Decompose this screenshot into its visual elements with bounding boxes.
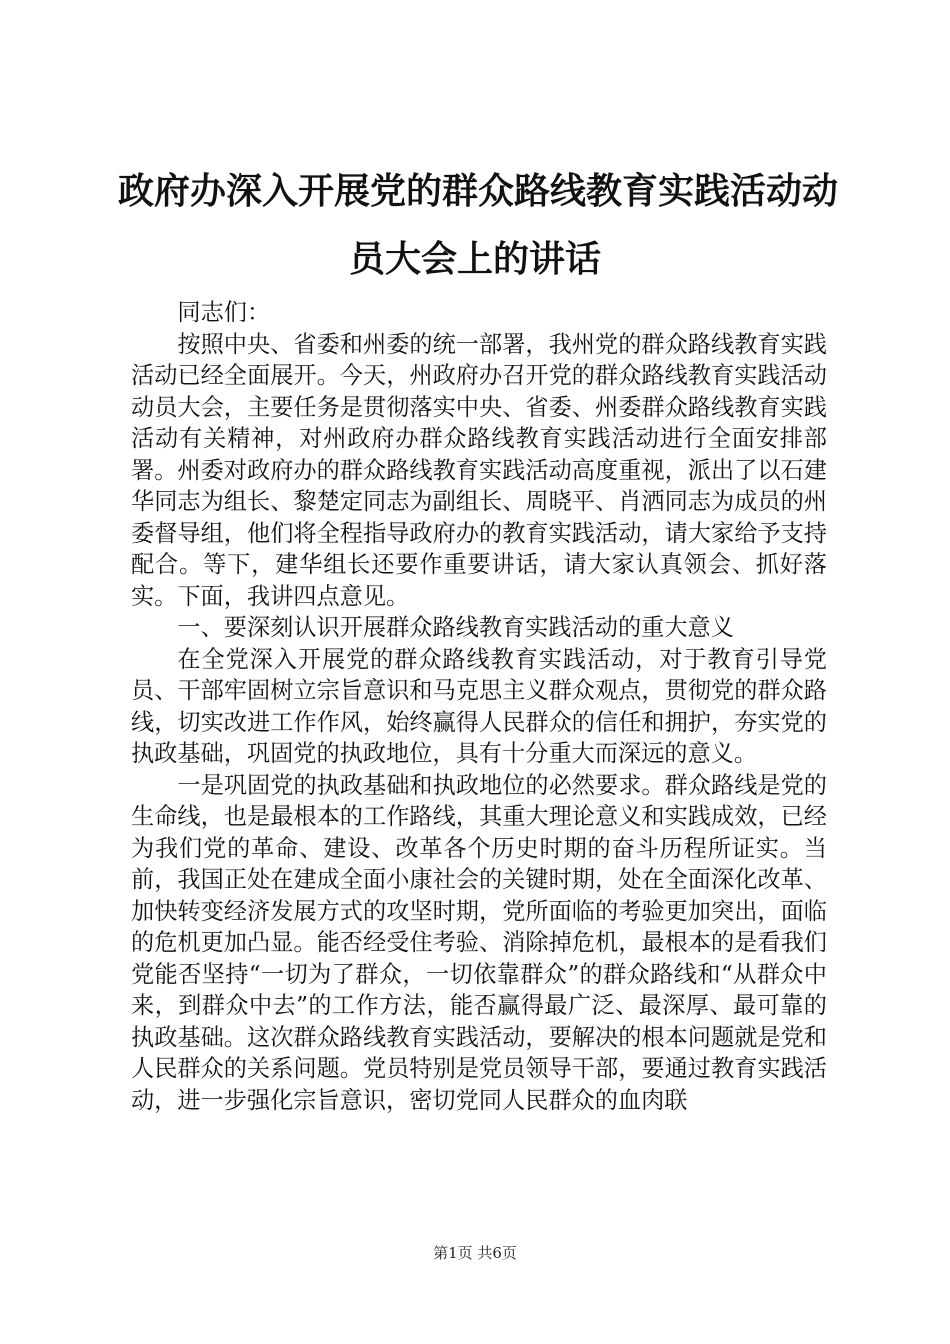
paragraph-point-1: 一是巩固党的执政基础和执政地位的必然要求。群众路线是党的生命线，也是最根本的工作路线，其重大理论意义和实践成效，已经为我们党的革命、建设、改革各个历史时期的奋斗历程所证实。当前，我国正处在建成全面小康社会的关键时期，处在全面深化改革、加快转变经济发展方式的攻坚时期，党所面临的考验更加突出，面临的危机更加凸显。能否经受住考验、消除掉危机，最根本的是看我们党能否坚持“一切为了群众，一切依靠群众”的群众路线和“从群众中来，到群众中去”的工作方法，能否赢得最广泛、最深厚、最可靠的执政基础。这次群众路线教育实践活动，要解决的根本问题就是党和人民群众的关系问题。党员特别是党员领导干部，要通过教育实践活动，进一步强化宗旨意识，密切党同人民群众的血肉联	[131, 771, 827, 1114]
document-body	[131, 297, 827, 1116]
title-line-2: 员大会上的讲话	[348, 239, 601, 280]
page-footer: 第1页 共6页	[433, 1244, 517, 1262]
section-heading-1: 一、要深刻认识开展群众路线教育实践活动的重大意义	[177, 614, 734, 641]
paragraph-intro: 按照中央、省委和州委的统一部署，我州党的群众路线教育实践活动已经全面展开。今天，州政府办召开党的群众路线教育实践活动动员大会，主要任务是贯彻落实中央、省委、州委群众路线教育实践活动有关精神，对州政府办群众路线教育实践活动进行全面安排部署。州委对政府办的群众路线教育实践活动高度重视，派出了以石建华同志为组长、黎楚定同志为副组长、周晓平、肖洒同志为成员的州委督导组，他们将全程指导政府办的教育实践活动，请大家给予支持配合。等下，建华组长还要作重要讲话，请大家认真领会、抓好落实。下面，我讲四点意见。	[131, 330, 827, 610]
salutation: 同志们：	[177, 299, 271, 326]
document-title	[118, 158, 839, 294]
paragraph-significance: 在全党深入开展党的群众路线教育实践活动，对于教育引导党员、干部牢固树立宗旨意识和马克思主义群众观点，贯彻党的群众路线，切实改进工作作风，始终赢得人民群众的信任和拥护，夯实党的执政基础，巩固党的执政地位，具有十分重大而深远的意义。	[131, 645, 827, 767]
title-line-1: 政府办深入开展党的群众路线教育实践活动动	[118, 171, 839, 212]
